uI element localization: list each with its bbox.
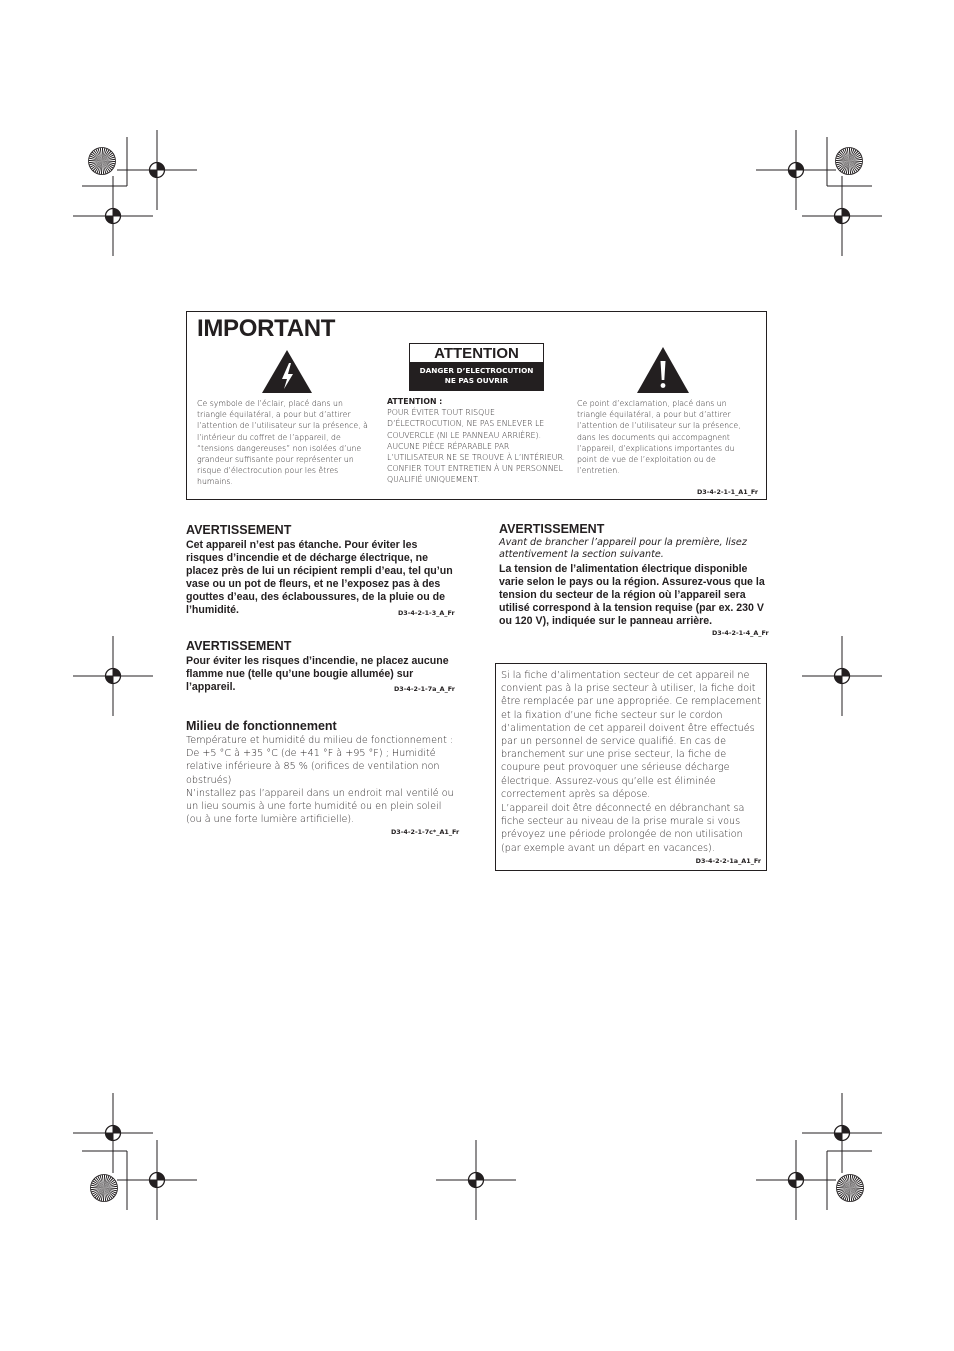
- important-ref-code: D3-4-2-1-1_A1_Fr: [696, 488, 758, 496]
- exclamation-triangle-icon: [636, 346, 690, 394]
- crosshair-circle-icon: [802, 636, 882, 716]
- attention-line2: NE PAS OUVRIR: [444, 376, 509, 385]
- environment-text2: N’installez pas l’appareil dans un endroit mal ventilé ou un lieu soumis à une forte humidité ou en plein soleil (ou à une forte lumière artificielle).: [186, 788, 454, 826]
- crosshair-circle-icon: [117, 1140, 197, 1220]
- crosshair-circle-icon: [802, 176, 882, 256]
- starburst-wheel-icon: [837, 1175, 864, 1202]
- crosshair-circle-icon: [117, 130, 197, 210]
- plug-notice-ref-code: D3-4-2-2-1a_A1_Fr: [695, 857, 761, 865]
- lightning-description: Ce symbole de l’éclair, placé dans un triangle équilatéral, a pour but d’attirer l’attention de l’utilisateur sur la présence, à l’intérieur du coffret de l’appareil, de “tensions dangereuses” non isolées d’une grandeur suffisante pour représenter un risque d’électrocution pour les êtres humains.: [197, 399, 368, 487]
- environment-text1: Température et humidité du milieu de fonctionnement : De +5 °C à +35 °C (de +41 °F à +95 °F) ; Humidité relative inférieure à 85 % (orifices de ventilation non obstrués): [186, 735, 454, 786]
- important-box: [186, 311, 767, 500]
- attention-label-box: [409, 343, 544, 391]
- crosshair-circle-icon: [436, 1140, 516, 1220]
- warning1-ref-code: D3-4-2-1-3_A_Fr: [398, 609, 455, 617]
- warning2-heading: AVERTISSEMENT: [186, 639, 292, 653]
- attention-strip: [410, 362, 543, 390]
- important-title: IMPORTANT: [197, 315, 336, 342]
- attention-line1: DANGER D’ELECTROCUTION: [419, 366, 534, 375]
- starburst-wheel-icon: [836, 148, 863, 175]
- crosshair-circle-icon: [73, 1093, 153, 1173]
- crosshair-circle-icon: [756, 1140, 836, 1220]
- warning3-italic: Avant de brancher l’appareil pour la première, lisez attentivement la section suivante.: [499, 537, 747, 560]
- starburst-wheel-icon: [91, 1175, 118, 1202]
- environment-ref-code: D3-4-2-1-7c*_A1_Fr: [391, 828, 460, 836]
- lightning-triangle-icon: [261, 349, 313, 394]
- exclamation-description: Ce point d’exclamation, placé dans un triangle équilatéral, a pour but d’attirer l’attention de l’utilisateur sur la présence, dans les documents qui accompagnent l’appareil, d’explications importantes du point de vue de l’exploitation ou de l’entretien.: [577, 399, 741, 476]
- warning3-heading: AVERTISSEMENT: [499, 522, 605, 536]
- caution-label: ATTENTION :: [387, 397, 443, 406]
- warning3-ref-code: D3-4-2-1-4_A_Fr: [712, 629, 769, 637]
- caution-block: [387, 396, 567, 486]
- crosshair-circle-icon: [73, 176, 153, 256]
- attention-title: ATTENTION: [434, 345, 519, 362]
- plug-notice-box: [495, 663, 767, 871]
- warning2-ref-code: D3-4-2-1-7a_A_Fr: [394, 685, 455, 693]
- plug-notice-text1: Si la fiche d’alimentation secteur de cet appareil ne convient pas à la prise secteur à utiliser, la fiche doit être remplacée par une appropriée. Ce remplacement et la fixation d’une fiche secteur sur le cordon d’alimentation de cet appareil doivent être effectués par un personnel de service qualifié. En cas de branchement sur une prise secteur, la fiche de coupure peut provoquer une sérieuse décharge électrique. Assurez-vous qu’elle est éliminée correctement après sa dépose.: [501, 670, 761, 800]
- warning1-heading: AVERTISSEMENT: [186, 523, 292, 537]
- warning2-text: Pour éviter les risques d’incendie, ne placez aucune flamme nue (telle qu’une bougie allumée) sur l’appareil.: [186, 655, 449, 693]
- starburst-wheel-icon: [89, 148, 116, 175]
- warning1-text: Cet appareil n’est pas étanche. Pour éviter les risques d’incendie et de décharge électrique, ne placez près de lui un récipient rempli d’eau, tel qu’un vase ou un pot de fleurs, et ne l’exposez pas à des gouttes d’eau, des éclaboussures, de la pluie ou de l’humidité.: [186, 539, 453, 616]
- plug-notice-text2: L’appareil doit être déconnecté en débranchant sa fiche secteur au niveau de la prise murale si vous prévoyez une période prolongée de non utilisation (par exemple avant un départ en vacances).: [501, 803, 745, 854]
- crosshair-circle-icon: [802, 1093, 882, 1173]
- environment-heading: Milieu de fonctionnement: [186, 719, 337, 733]
- warning3-text: La tension de l’alimentation électrique disponible varie selon le pays ou la région. Assurez-vous que la tension du secteur de la région où l’appareil sera utilisé correspond à la tension requise (par ex. 230 V ou 120 V), indiquée sur le panneau arrière.: [499, 563, 765, 627]
- crosshair-circle-icon: [73, 636, 153, 716]
- caution-text: POUR ÉVITER TOUT RISQUE D’ÉLECTROCUTION, NE PAS ENLEVER LE COUVERCLE (NI LE PANNEAU ARRIÈRE). AUCUNE PIÈCE RÉPARABLE PAR L’UTILISATEUR NE SE TROUVE À L’INTÉRIEUR. CONFIER TOUT ENTRETIEN À UN PERSONNEL QUALIFIÉ UNIQUEMENT.: [387, 408, 566, 485]
- crosshair-circle-icon: [756, 130, 836, 210]
